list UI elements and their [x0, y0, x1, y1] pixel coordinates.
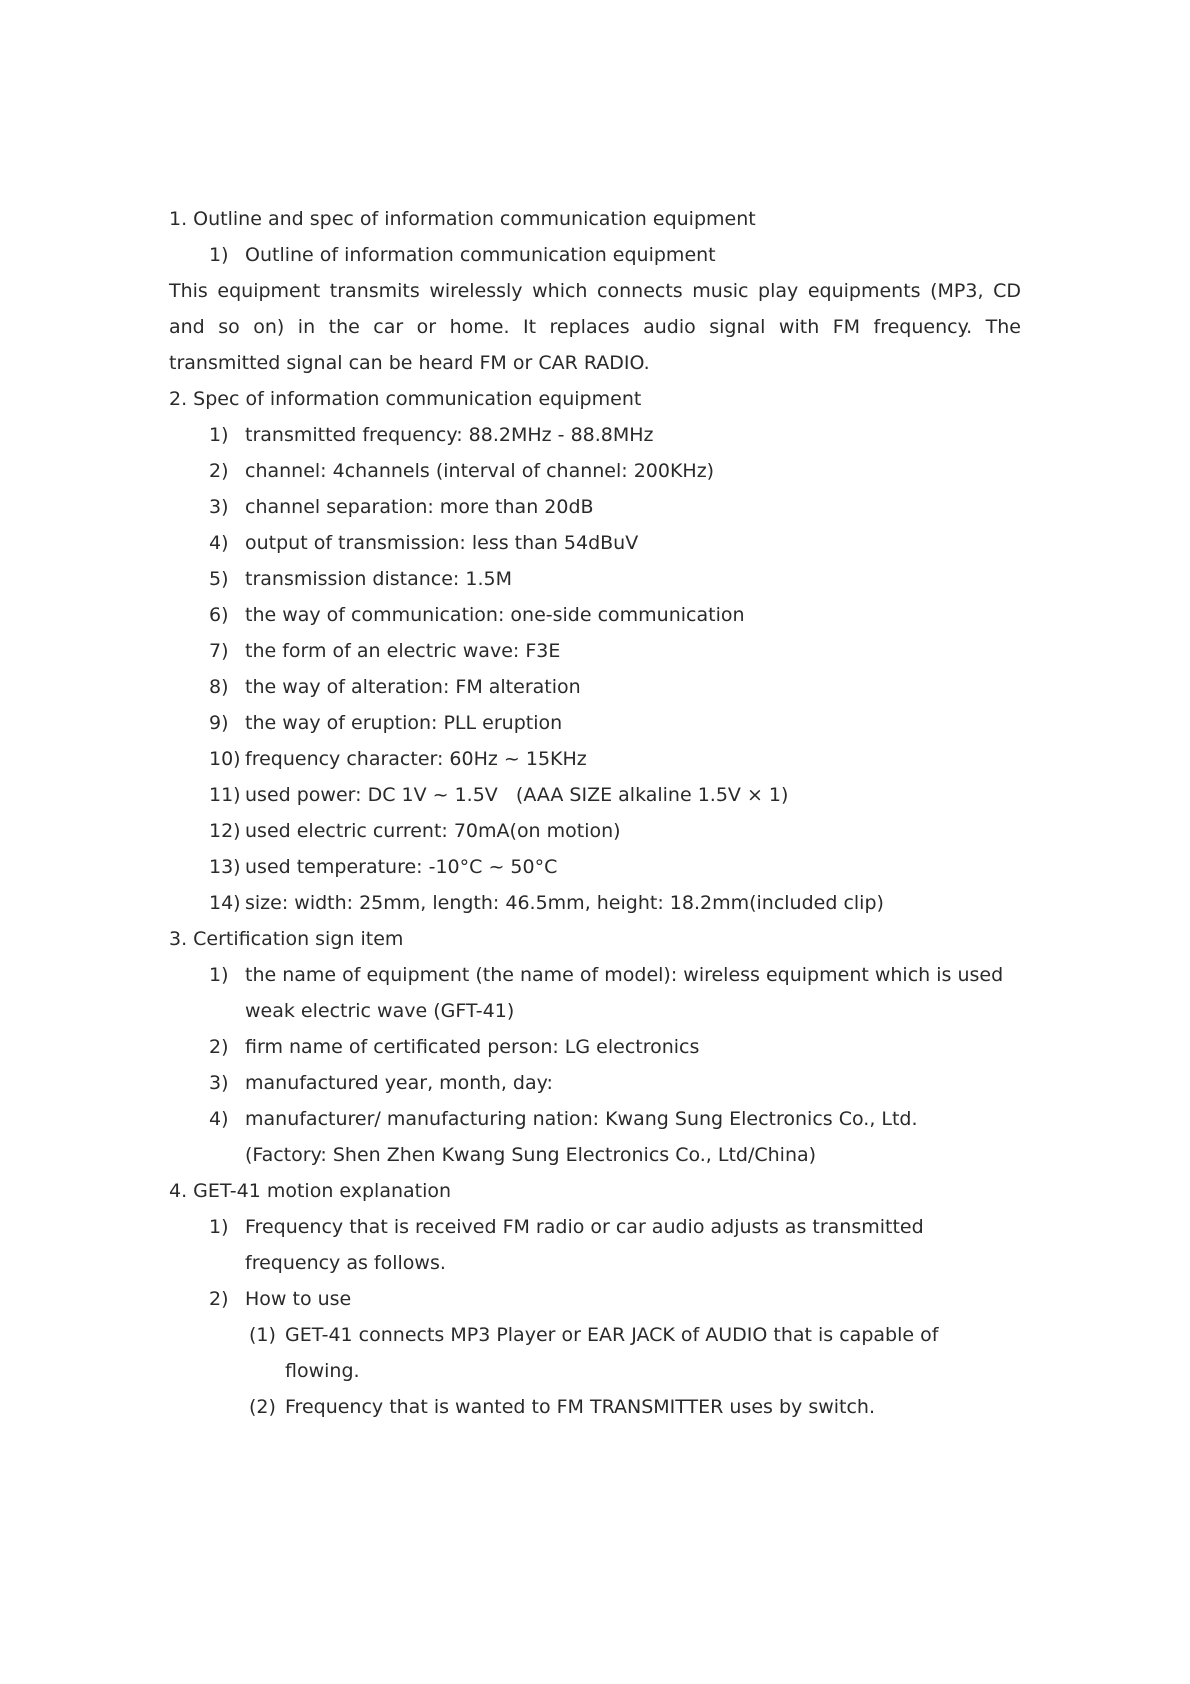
list-text: How to use [245, 1288, 352, 1310]
section-1-heading: 1. Outline and spec of information communication equipment [169, 208, 756, 230]
list-text: output of transmission: less than 54dBuV [245, 532, 639, 554]
document-body [169, 201, 1021, 1425]
list-number: (2) [249, 1396, 276, 1418]
spec-item [169, 849, 1021, 885]
list-text: the form of an electric wave: F3E [245, 640, 561, 662]
spec-list [169, 417, 1021, 921]
spec-item [169, 705, 1021, 741]
cert-item [169, 957, 1021, 993]
spec-item [169, 885, 1021, 921]
spec-item [169, 813, 1021, 849]
list-text: transmitted frequency: 88.2MHz - 88.8MHz [245, 424, 654, 446]
section-3-heading: 3. Certification sign item [169, 928, 404, 950]
cert-item-continuation: weak electric wave (GFT-41) [245, 1000, 515, 1022]
spec-item [169, 561, 1021, 597]
list-number: 14) [209, 892, 241, 914]
list-text: transmission distance: 1.5M [245, 568, 512, 590]
usage-step [169, 1317, 1021, 1353]
list-text: GET-41 connects MP3 Player or EAR JACK of AUDIO that is capable of [285, 1324, 939, 1346]
list-number: 3) [209, 1072, 229, 1094]
list-text: used electric current: 70mA(on motion) [245, 820, 621, 842]
list-text: manufactured year, month, day: [245, 1072, 553, 1094]
cert-item [169, 1065, 1021, 1101]
spec-item [169, 525, 1021, 561]
spec-item [169, 417, 1021, 453]
section-4-heading: 4. GET-41 motion explanation [169, 1180, 452, 1202]
section-2-heading: 2. Spec of information communication equipment [169, 388, 642, 410]
spec-item [169, 633, 1021, 669]
list-number: 4) [209, 532, 229, 554]
list-number: 2) [209, 460, 229, 482]
list-number: 1) [209, 244, 229, 266]
list-text: Frequency that is received FM radio or car audio adjusts as transmitted [245, 1216, 924, 1238]
list-number: 8) [209, 676, 229, 698]
motion-item [169, 1281, 1021, 1317]
spec-item [169, 777, 1021, 813]
list-number: 12) [209, 820, 241, 842]
list-text: manufacturer/ manufacturing nation: Kwang Sung Electronics Co., Ltd. [245, 1108, 918, 1130]
list-number: 10) [209, 748, 241, 770]
list-text: the way of communication: one-side communication [245, 604, 745, 626]
motion-item [169, 1209, 1021, 1245]
usage-step [169, 1389, 1021, 1425]
list-text: Frequency that is wanted to FM TRANSMITTER uses by switch. [285, 1396, 876, 1418]
cert-item [169, 1029, 1021, 1065]
list-number: 2) [209, 1288, 229, 1310]
list-text: size: width: 25mm, length: 46.5mm, height: 18.2mm(included clip) [245, 892, 884, 914]
list-number: 13) [209, 856, 241, 878]
list-text: used power: DC 1V ~ 1.5V (AAA SIZE alkaline 1.5V × 1) [245, 784, 789, 806]
list-text: used temperature: -10°C ~ 50°C [245, 856, 558, 878]
paragraph-line: and so on) in the car or home. It replaces audio signal with FM frequency. The [169, 316, 1021, 338]
list-text: channel: 4channels (interval of channel: 200KHz) [245, 460, 715, 482]
list-text: Outline of information communication equipment [245, 244, 716, 266]
list-number: 1) [209, 964, 229, 986]
list-text: the name of equipment (the name of model): wireless equipment which is used [245, 964, 1004, 986]
cert-item-continuation: (Factory: Shen Zhen Kwang Sung Electronics Co., Ltd/China) [245, 1144, 817, 1166]
list-number: 1) [209, 424, 229, 446]
list-number: 3) [209, 496, 229, 518]
list-text: the way of eruption: PLL eruption [245, 712, 563, 734]
list-number: 9) [209, 712, 229, 734]
list-text: frequency character: 60Hz ~ 15KHz [245, 748, 587, 770]
list-number: 4) [209, 1108, 229, 1130]
list-number: 2) [209, 1036, 229, 1058]
cert-item [169, 1101, 1021, 1137]
spec-item [169, 489, 1021, 525]
section-1-subheading [169, 237, 1021, 273]
usage-step-continuation: flowing. [285, 1360, 360, 1382]
spec-item [169, 741, 1021, 777]
paragraph-line: This equipment transmits wirelessly which connects music play equipments (MP3, CD [169, 280, 1021, 302]
list-text: channel separation: more than 20dB [245, 496, 594, 518]
spec-item [169, 453, 1021, 489]
paragraph-line: transmitted signal can be heard FM or CAR RADIO. [169, 352, 650, 374]
list-number: 11) [209, 784, 241, 806]
list-number: 5) [209, 568, 229, 590]
list-number: (1) [249, 1324, 276, 1346]
spec-item [169, 597, 1021, 633]
list-number: 6) [209, 604, 229, 626]
list-number: 1) [209, 1216, 229, 1238]
spec-item [169, 669, 1021, 705]
list-number: 7) [209, 640, 229, 662]
list-text: the way of alteration: FM alteration [245, 676, 581, 698]
motion-item-continuation: frequency as follows. [245, 1252, 446, 1274]
list-text: firm name of certificated person: LG electronics [245, 1036, 700, 1058]
